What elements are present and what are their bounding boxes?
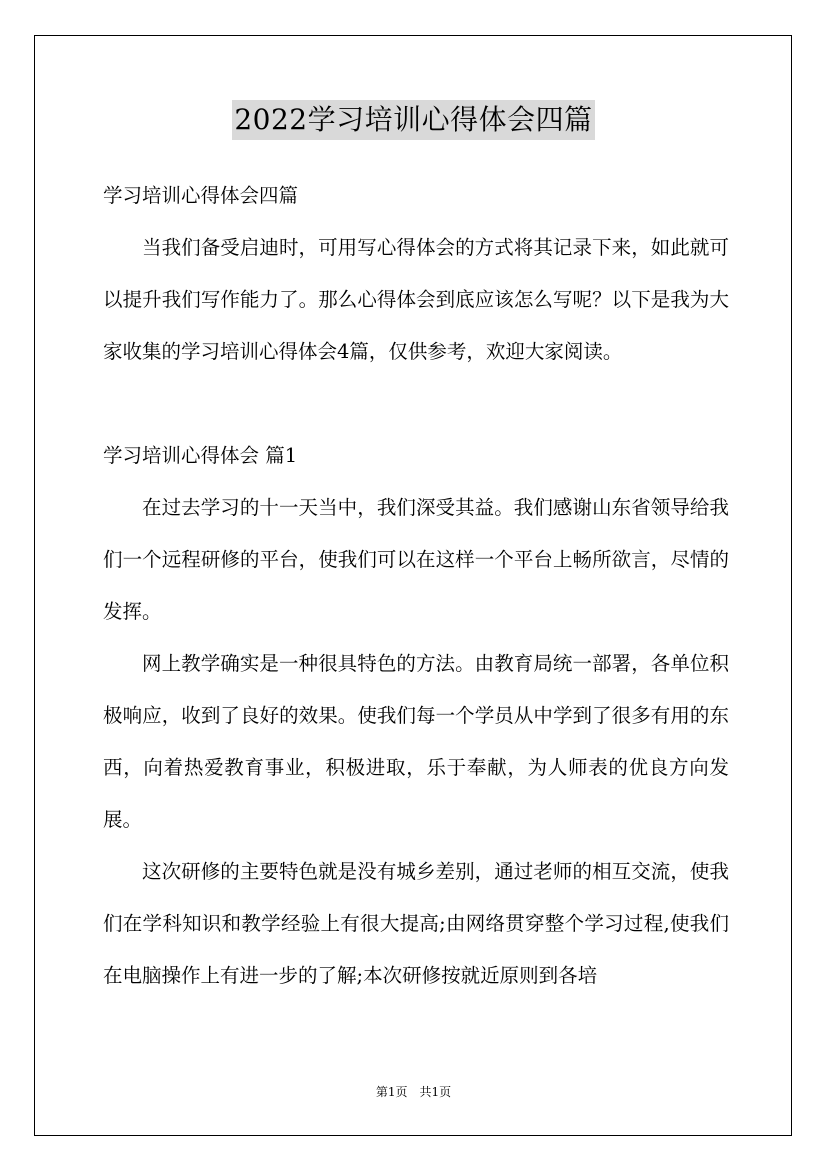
body-paragraph-3: 这次研修的主要特色就是没有城乡差别，通过老师的相互交流，使我们在学科知识和教学经验上有很大提高;由网络贯穿整个学习过程,使我们在电脑操作上有进一步的了解;本次研修按就近原则到各培 [103, 860, 729, 987]
body-paragraph-2: 网上教学确实是一种很具特色的方法。由教育局统一部署，各单位积极响应，收到了良好的效果。使我们每一个学员从中学到了很多有用的东西，向着热爱教育事业，积极进取，乐于奉献，为人师表的优良方向发展。 [103, 652, 729, 831]
page-footer: 第1页 共1页 [375, 1085, 452, 1099]
document-body [103, 170, 729, 1002]
paragraph-gap [103, 378, 729, 430]
body-paragraph-1: 在过去学习的十一天当中，我们深受其益。我们感谢山东省领导给我们一个远程研修的平台，使我们可以在这样一个平台上畅所欲言，尽情的发挥。 [103, 496, 729, 623]
document-title: 2022学习培训心得体会四篇 [232, 100, 594, 140]
intro-paragraph: 当我们备受启迪时，可用写心得体会的方式将其记录下来，如此就可以提升我们写作能力了。那么心得体会到底应该怎么写呢？以下是我为大家收集的学习培训心得体会4篇，仅供参考，欢迎大家阅读。 [103, 236, 729, 363]
subtitle: 学习培训心得体会四篇 [103, 184, 299, 207]
document-title-wrap [0, 100, 827, 140]
section-heading: 学习培训心得体会 篇1 [103, 444, 298, 467]
